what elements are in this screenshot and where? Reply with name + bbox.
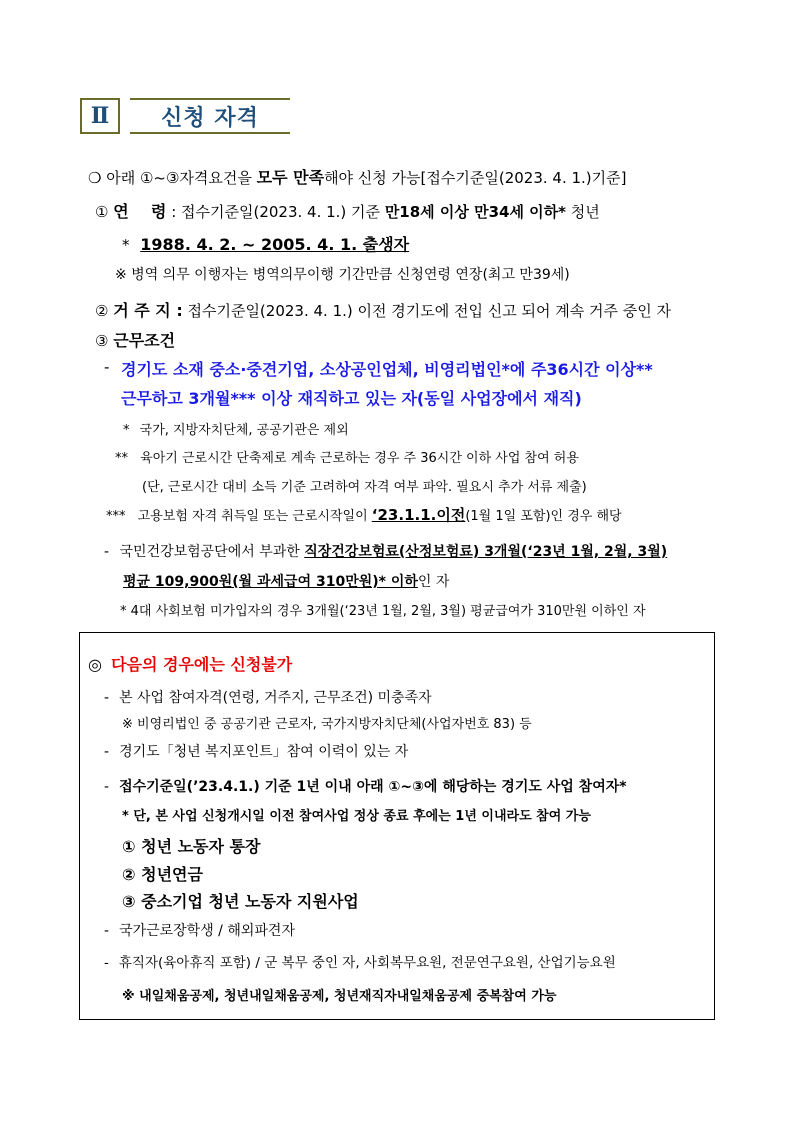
exclusion-item-4: - 국가근로장학생 / 해외파견자	[104, 923, 295, 939]
exclusion-item-5: - 휴직자(육아휴직 포함) / 군 복무 중인 자, 사회복무요원, 전문연구요원, 산업기능요원	[104, 955, 616, 971]
program-3: ③ 중소기업 청년 노동자 지원사업	[122, 892, 359, 911]
exclusion-item-3: - 접수기준일(’23.4.1.) 기준 1년 이내 아래 ①~③에 해당하는 경기도 사업 참여자*	[104, 779, 627, 795]
intro-emphasis: 모두 만족	[256, 168, 325, 187]
work-note-2: ** 육아기 근로시간 단축제로 계속 근로하는 경우 주 36시간 이하 사업 참여 허용	[115, 451, 579, 466]
work-label: 근무조건	[113, 331, 176, 350]
exclusion-heading	[88, 652, 292, 675]
insurance-premium: 직장건강보험료(산정보험료) 3개월(‘23년 1월, 2월, 3월)	[304, 544, 668, 560]
circle-bullet-icon: ❍	[88, 169, 102, 187]
work-note-3: *** 고용보험 자격 취득일 또는 근로시작일이 ‘23.1.1.이전(1월 1일 포함)인 경우 해당	[106, 506, 622, 524]
military-note: ※ 병역 의무 이행자는 병역의무이행 기간만큼 신청연령 연장(최고 만39세)	[115, 267, 570, 283]
insurance-condition: - 국민건강보험공단에서 부과한 직장건강보험료(산정보험료) 3개월(‘23년 1월, 2월, 3월)	[104, 544, 668, 560]
double-circle-icon: ◎	[88, 655, 102, 674]
work-condition-heading: ③ 근무조건	[95, 331, 176, 350]
exclusion-item-2: - 경기도「청년 복지포인트」참여 이력이 있는 자	[104, 744, 409, 760]
program-2: ② 청년연금	[122, 865, 203, 884]
exclusion-title: 다음의 경우에는 신청불가	[111, 655, 293, 674]
birth-range: 1988. 4. 2. ~ 2005. 4. 1. 출생자	[140, 235, 410, 254]
age-condition: ① 연 령 : 접수기준일(2023. 4. 1.) 기준 만18세 이상 만34세 이하* 청년	[95, 202, 600, 221]
duplicate-participation-note: ※ 내일채움공제, 청년내일채움공제, 청년재직자내일채움공제 중복참여 가능	[122, 989, 557, 1004]
section-title: 신청 자격	[130, 98, 290, 134]
program-1: ① 청년 노동자 통장	[122, 837, 261, 856]
age-range: 만18세 이상 만34세 이하*	[384, 203, 566, 221]
birth-range-note: * 1988. 4. 2. ~ 2005. 4. 1. 출생자	[122, 235, 410, 254]
section-number: Ⅱ	[80, 98, 120, 134]
intro-line: ❍ 아래 ①~③자격요건을 모두 만족해야 신청 가능[접수기준일(2023. 4. 1.)기준]	[88, 168, 627, 187]
exclusion-item-1: - 본 사업 참여자격(연령, 거주지, 근무조건) 미충족자	[104, 690, 432, 706]
exclusion-item-1-note: ※ 비영리법인 중 공공기관 근로자, 국가지방자치단체(사업자번호 83) 등	[122, 717, 532, 732]
insurance-note: * 4대 사회보험 미가입자의 경우 3개월(‘23년 1월, 2월, 3월) 평균급여가 310만원 이하인 자	[120, 604, 646, 619]
insurance-condition-cont: 평균 109,900원(월 과세급여 310만원)* 이하인 자	[123, 574, 450, 590]
insurance-average: 평균 109,900원(월 과세급여 310만원)* 이하	[123, 574, 418, 590]
work-note-2-cont: (단, 근로시간 대비 소득 기준 고려하여 자격 여부 파악. 필요시 추가 서류 제출)	[142, 480, 587, 495]
age-label: 연 령	[113, 202, 167, 221]
residence-label: 거 주 지 :	[113, 301, 183, 320]
insurance-date: ‘23.1.1.이전	[371, 506, 466, 524]
work-note-1: * 국가, 지방자치단체, 공공기관은 제외	[123, 423, 349, 438]
work-dash: -	[104, 358, 110, 376]
exclusion-item-3-note: * 단, 본 사업 신청개시일 이전 참여사업 정상 종료 후에는 1년 이내라도 참여 가능	[122, 809, 591, 824]
work-requirement-line1: 경기도 소재 중소·중견기업, 소상공인업체, 비영리법인*에 주36시간 이상**	[121, 360, 653, 379]
residence-condition: ② 거 주 지 : 접수기준일(2023. 4. 1.) 이전 경기도에 전입 신고 되어 계속 거주 중인 자	[95, 301, 671, 320]
work-requirement-line2: 근무하고 3개월*** 이상 재직하고 있는 자(동일 사업장에서 재직)	[121, 389, 582, 408]
